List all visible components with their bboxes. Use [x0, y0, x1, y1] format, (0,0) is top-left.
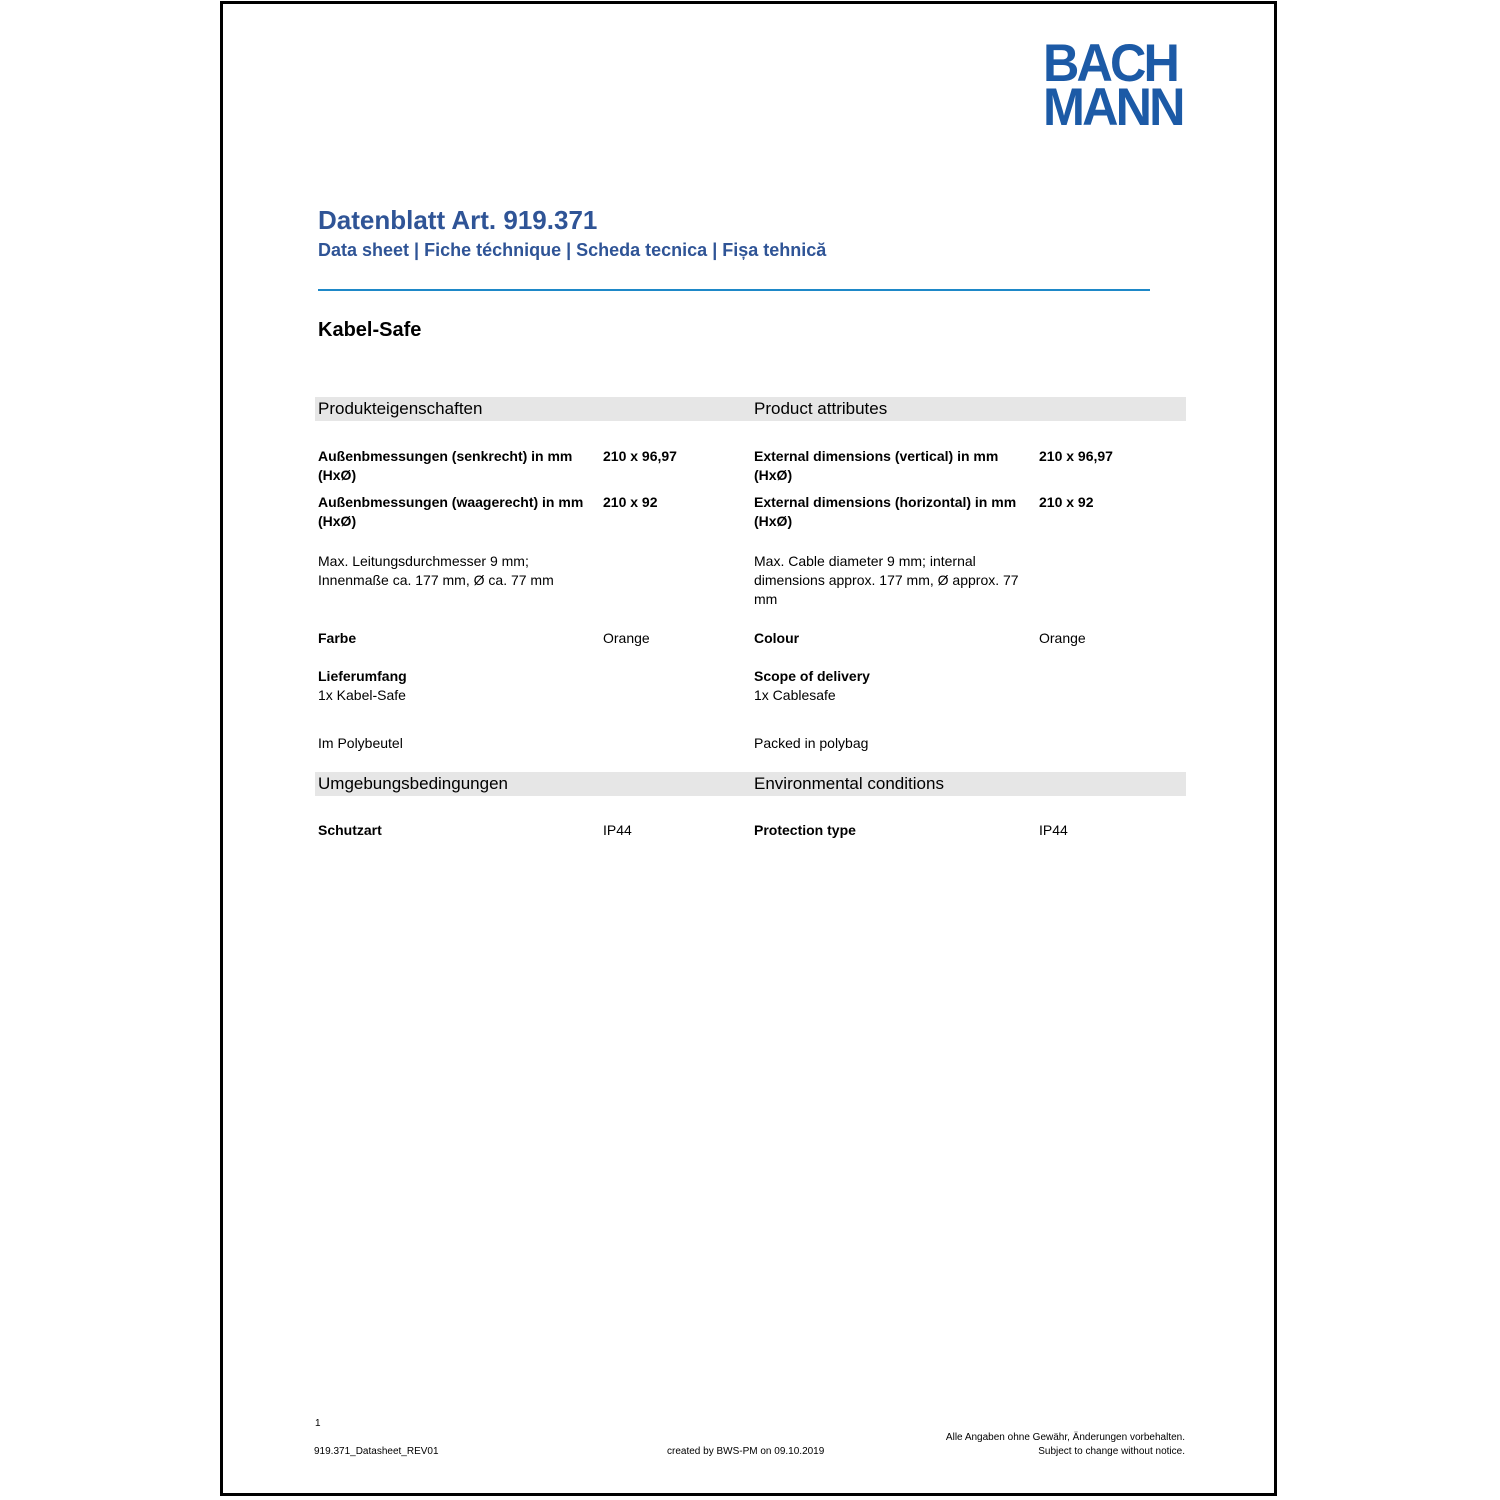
label-protection-de: Schutzart — [318, 822, 382, 838]
label-dim-horizontal-en: External dimensions (horizontal) in mm (HxØ) — [754, 494, 1017, 529]
datasheet-page — [220, 1, 1277, 1496]
disclaimer — [946, 1431, 1185, 1459]
section-header-environment — [315, 772, 1186, 796]
page-number: 1 — [315, 1418, 321, 1429]
label-protection-en: Protection type — [754, 822, 856, 838]
doc-id: 919.371_Datasheet_REV01 — [314, 1446, 439, 1457]
product-name: Kabel-Safe — [318, 319, 422, 341]
section-title-de: Umgebungsbedingungen — [318, 774, 508, 793]
packing-en: Packed in polybag — [754, 735, 869, 751]
page-title: Datenblatt Art. 919.371 — [318, 205, 598, 235]
label-delivery-en: Scope of delivery — [754, 668, 870, 684]
label-dim-vertical-de: Außenbmessungen (senkrecht) in mm (HxØ) — [318, 448, 573, 483]
value-protection-de: IP44 — [603, 822, 632, 838]
value-colour-en: Orange — [1039, 630, 1086, 646]
section-title-en: Environmental conditions — [754, 774, 944, 793]
page-subtitle: Data sheet | Fiche téchnique | Scheda tecnica | Fișa tehnică — [318, 240, 827, 260]
label-colour-de: Farbe — [318, 630, 357, 646]
value-dim-vertical-de: 210 x 96,97 — [603, 448, 677, 464]
label-delivery-de: Lieferumfang — [318, 668, 407, 684]
value-protection-en: IP44 — [1039, 822, 1068, 838]
label-dim-vertical-en: External dimensions (vertical) in mm (HxØ) — [754, 448, 999, 483]
value-delivery-en: 1x Cablesafe — [754, 687, 836, 703]
section-title-en: Product attributes — [754, 399, 888, 418]
disclaimer-en: Subject to change without notice. — [1038, 1446, 1185, 1457]
disclaimer-de: Alle Angaben ohne Gewähr, Änderungen vorbehalten. — [945, 1432, 1185, 1443]
value-dim-horizontal-en: 210 x 92 — [1039, 494, 1094, 510]
value-dim-horizontal-de: 210 x 92 — [603, 494, 658, 510]
title-divider — [318, 289, 1150, 291]
value-dim-vertical-en: 210 x 96,97 — [1039, 448, 1113, 464]
section-title-de: Produkteigenschaften — [318, 399, 483, 418]
label-colour-en: Colour — [754, 630, 800, 646]
bachmann-logo: BACH MANN — [1043, 34, 1183, 137]
label-dim-horizontal-de: Außenbmessungen (waagerecht) in mm (HxØ) — [318, 494, 584, 529]
section-header-product-attributes — [315, 397, 1186, 421]
packing-de: Im Polybeutel — [318, 735, 403, 751]
value-delivery-de: 1x Kabel-Safe — [318, 687, 406, 703]
value-colour-de: Orange — [603, 630, 650, 646]
created-by: created by BWS-PM on 09.10.2019 — [667, 1446, 825, 1457]
note-en: Max. Cable diameter 9 mm; internal dimensions approx. 177 mm, Ø approx. 77 mm — [754, 553, 1019, 607]
note-de: Max. Leitungsdurchmesser 9 mm; Innenmaße ca. 177 mm, Ø ca. 77 mm — [318, 553, 554, 588]
